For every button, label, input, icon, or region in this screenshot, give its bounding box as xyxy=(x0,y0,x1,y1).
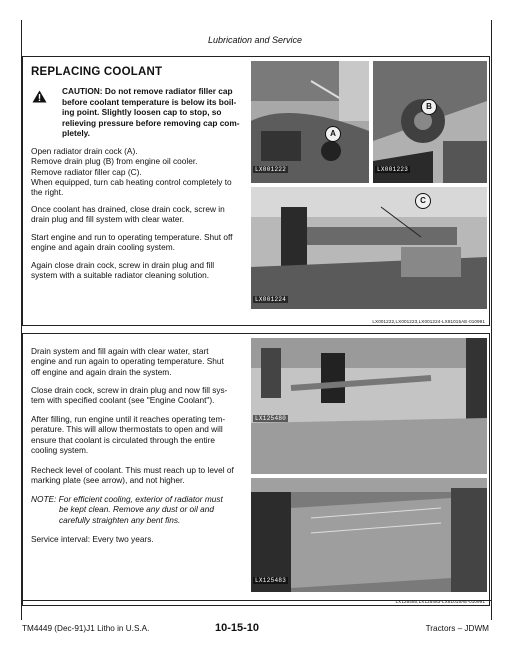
caution-text xyxy=(62,86,247,139)
text-line: Start engine and run to operating temperature. Shut off xyxy=(31,232,233,242)
run-engine-paragraph xyxy=(31,232,261,253)
page-number: 10-15-10 xyxy=(215,622,260,634)
caution-line: CAUTION: Do not remove radiator filler cap xyxy=(62,86,233,96)
reference-code: LX001222,LX001223,LX001224-LX81015AE-010991 xyxy=(372,319,485,324)
photo-coolant-level-plate xyxy=(251,338,487,474)
text-line: engine and run again to operating temperature. Shut xyxy=(31,356,224,367)
step-line: the right. xyxy=(31,187,64,198)
warning-triangle-icon xyxy=(32,90,47,103)
photo-tag: LX125480 xyxy=(255,415,287,422)
reference-code: LX125480,LX125483-LX81015AE-010991 xyxy=(395,599,485,604)
text-line: off engine and again drain the system. xyxy=(31,366,172,377)
text-line: After filling, run engine until it reaches operating tem- xyxy=(31,414,226,424)
text-line: tem with specified coolant (see "Engine Coolant"). xyxy=(31,395,215,406)
steps-paragraph xyxy=(31,146,251,197)
cleaning-paragraph xyxy=(31,260,261,281)
photo-tag: LX001224 xyxy=(255,296,287,303)
footer-right: Tractors – JDWM xyxy=(425,624,489,633)
photo-tag: LX125483 xyxy=(255,577,287,584)
text-line: ensure that coolant is circulated through the entire xyxy=(31,434,216,445)
section-heading: REPLACING COOLANT xyxy=(31,66,163,78)
photo-radiator-filler-cap xyxy=(251,187,487,309)
caution-line: relieving pressure before removing cap com- xyxy=(62,117,240,128)
text-line: drain plug and fill system with clear water. xyxy=(31,214,185,225)
caution-line: before coolant temperature is below its boil- xyxy=(62,96,237,107)
page-header: Lubrication and Service xyxy=(207,35,303,45)
photo-tag: LX001222 xyxy=(255,166,287,173)
section-replacing-coolant xyxy=(22,56,490,326)
caution-line: pletely. xyxy=(62,128,90,139)
text-line: Drain system and fill again with clear water, start xyxy=(31,346,209,356)
text-line: Again close drain cock, screw in drain plug and fill xyxy=(31,260,215,270)
drain-fill-paragraph xyxy=(31,346,261,377)
section-fill-coolant xyxy=(22,333,490,606)
recheck-level-paragraph xyxy=(31,465,261,486)
right-margin-rule xyxy=(491,20,492,620)
service-interval: Service interval: Every two years. xyxy=(31,534,154,544)
text-line: be kept clean. Remove any dust or oil and xyxy=(59,504,214,515)
photo-tag: LX001223 xyxy=(377,166,409,173)
text-line: perature. This will allow thermostats to open and will xyxy=(31,424,223,435)
step-line: Remove radiator filler cap (C). xyxy=(31,166,142,177)
photo-radiator-exterior xyxy=(251,478,487,592)
callout-label: C xyxy=(415,193,431,209)
text-line: Close drain cock, screw in drain plug and now fill sys- xyxy=(31,385,228,395)
thermostat-paragraph xyxy=(31,414,261,455)
text-line: Once coolant has drained, close drain cock, screw in xyxy=(31,204,225,214)
text-line: cooling system. xyxy=(31,444,89,455)
step-line: When equipped, turn cab heating control completely to xyxy=(31,176,232,187)
photo-radiator-drain-cock xyxy=(251,61,369,183)
step-line: Remove drain plug (B) from engine oil cooler. xyxy=(31,156,198,167)
specified-coolant-paragraph xyxy=(31,385,261,406)
footer-left: TM4449 (Dec-91)J1 Litho in U.S.A. xyxy=(22,624,150,633)
callout-label: A xyxy=(325,126,341,142)
caution-line: ing point. Slightly loosen cap to stop, so xyxy=(62,107,222,118)
text-line: system with a suitable radiator cleaning solution. xyxy=(31,270,210,281)
text-line: carefully straighten any bent fins. xyxy=(59,514,181,525)
photo-oil-cooler-plug xyxy=(373,61,487,183)
text-line: NOTE: For efficient cooling, exterior of radiator must xyxy=(31,494,223,504)
text-line: marking plate (see arrow), and not higher. xyxy=(31,475,185,486)
note-paragraph xyxy=(31,494,261,525)
drain-paragraph xyxy=(31,204,261,225)
step-line: Open radiator drain cock (A). xyxy=(31,146,138,156)
callout-label: B xyxy=(421,99,437,115)
text-line: Recheck level of coolant. This must reach up to level of xyxy=(31,465,234,475)
text-line: engine and again drain cooling system. xyxy=(31,242,175,253)
